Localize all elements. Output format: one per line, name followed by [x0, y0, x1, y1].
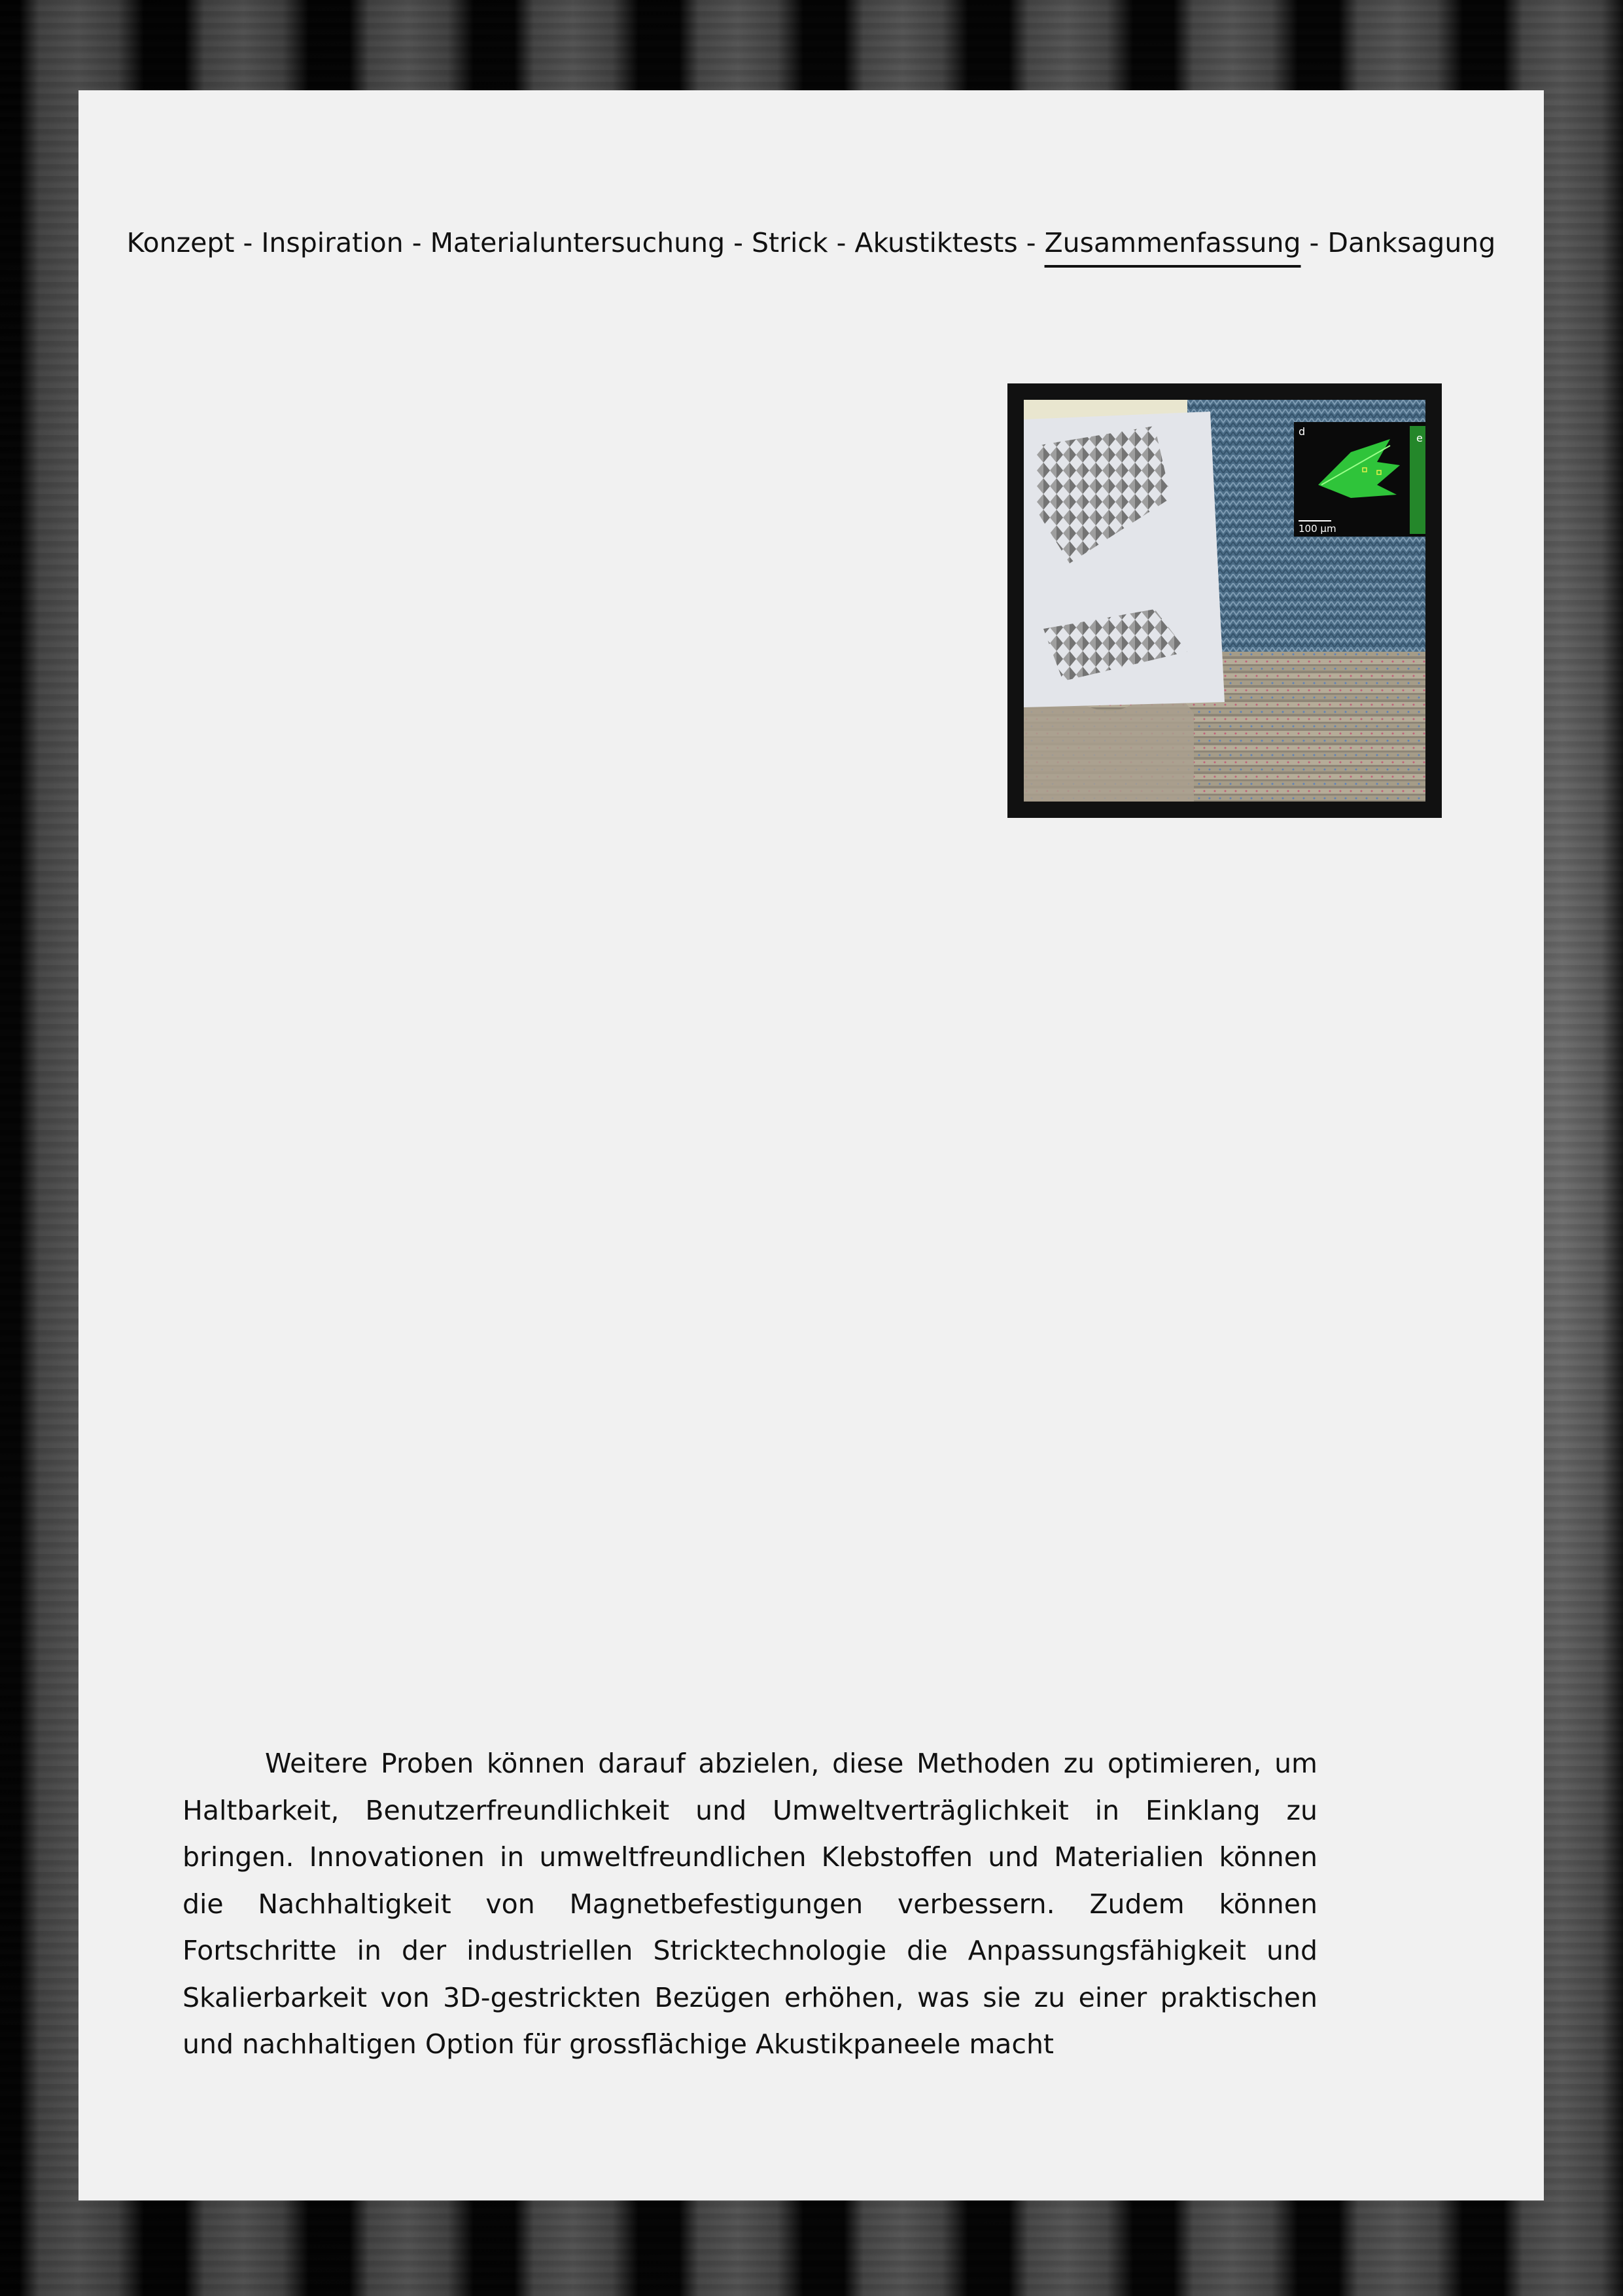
- section-navigation: [79, 227, 1544, 258]
- nav-separator: -: [1017, 227, 1045, 258]
- nav-link-inspiration[interactable]: Inspiration: [261, 227, 404, 258]
- collage-image: [1024, 400, 1425, 802]
- nav-separator: -: [403, 227, 430, 258]
- nav-link-akustiktests[interactable]: Akustiktests: [854, 227, 1018, 258]
- micrograph-label-d: d: [1299, 425, 1306, 438]
- nav-separator: -: [828, 227, 855, 258]
- scale-bar-label: 100 µm: [1299, 523, 1336, 535]
- summary-paragraph: Weitere Proben können darauf abzielen, diese Methoden zu optimieren, um Haltbarkeit, Benutzerfreundlichkeit und Umweltverträglichkeit in Einklang zu bringen. Innovationen in umweltfreundlichen Klebstoffen und Materialien können die Nachhaltigkeit von Magnetbefestigungen verbessern. Zudem können Fortschritte in der industriellen Stricktechnologie die Anpassungsfähigkeit und Skalierbarkeit von 3D-gestrickten Bezügen erhöhen, was sie zu einer praktischen und nachhaltigen Option für grossflächige Akustikpaneele macht: [183, 1748, 1318, 2060]
- micrograph-label-e: e: [1416, 432, 1423, 444]
- nav-link-materialuntersuchung[interactable]: Materialuntersuchung: [430, 227, 725, 258]
- nav-separator: -: [1300, 227, 1328, 258]
- nav-link-strick[interactable]: Strick: [752, 227, 828, 258]
- nav-link-zusammenfassung[interactable]: Zusammenfassung: [1044, 227, 1301, 258]
- document-page: [79, 90, 1544, 2200]
- nav-separator: -: [234, 227, 262, 258]
- material-collage-photo: [1007, 383, 1442, 818]
- nav-link-danksagung[interactable]: Danksagung: [1327, 227, 1496, 258]
- nav-separator: -: [725, 227, 752, 258]
- nav-link-konzept[interactable]: Konzept: [126, 227, 235, 258]
